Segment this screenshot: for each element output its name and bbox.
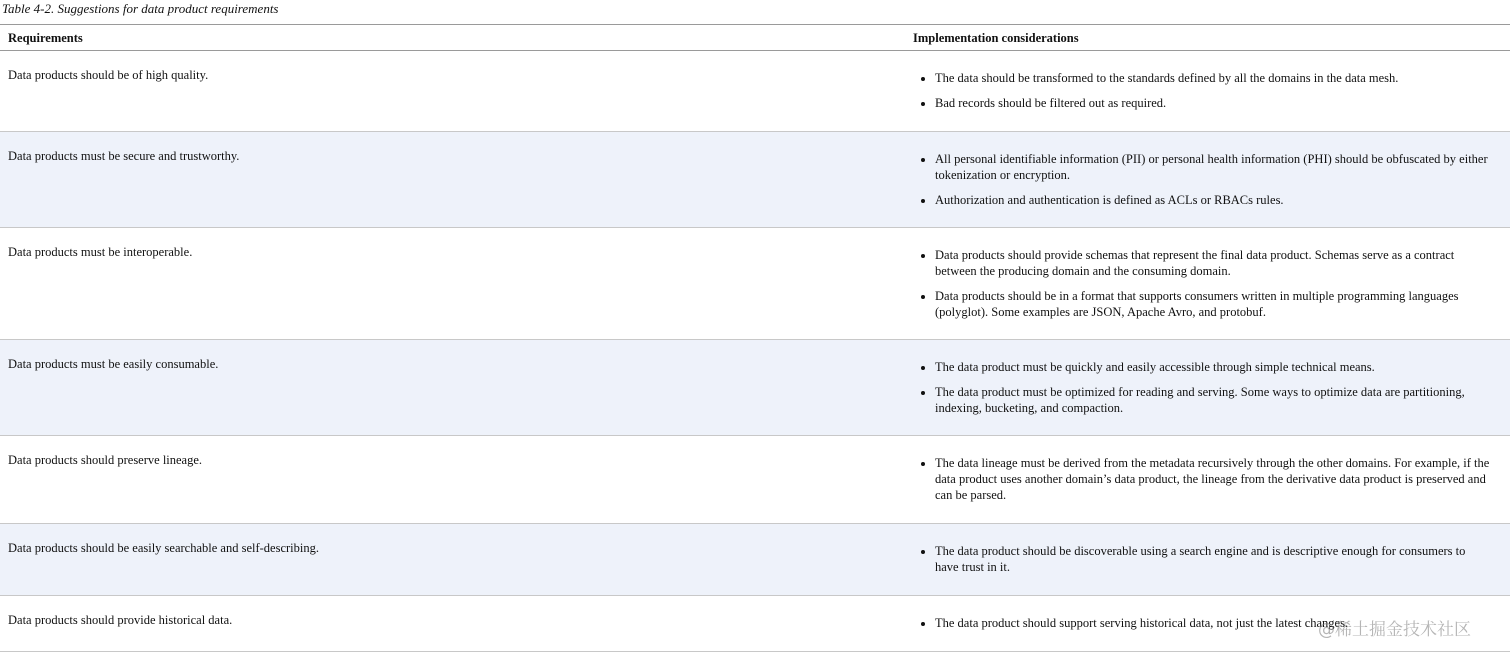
table-row (0, 132, 1510, 228)
table-body (0, 51, 1510, 652)
considerations-cell (905, 132, 1510, 228)
considerations-list (905, 51, 1510, 111)
table-row (0, 228, 1510, 340)
requirement-cell (0, 340, 905, 436)
table-row (0, 524, 1510, 596)
considerations-list (905, 436, 1510, 503)
list-item: • All personal identifiable information (PII) or personal health information (PHI) should be obfuscated by either tokenization or encryption. (935, 151, 1490, 183)
requirement-cell (0, 596, 905, 652)
table-caption: Table 4-2. Suggestions for data product requirements (2, 1, 279, 16)
requirement-text: Data products must be easily consumable. (8, 357, 219, 371)
header-requirements: Requirements (0, 25, 905, 51)
requirement-text: Data products must be secure and trustworthy. (8, 149, 240, 163)
considerations-cell (905, 340, 1510, 436)
requirement-cell (0, 436, 905, 524)
list-item: • Bad records should be filtered out as required. (935, 95, 1490, 111)
list-item: • Data products should be in a format that supports consumers written in multiple programming languages (polyglot). Some examples are JSON, Apache Avro, and protobuf. (935, 288, 1490, 320)
list-item: • The data product must be optimized for reading and serving. Some ways to optimize data are partitioning, indexing, bucketing, and compaction. (935, 384, 1490, 416)
requirement-text: Data products should preserve lineage. (8, 453, 203, 467)
considerations-list (905, 132, 1510, 208)
table-header (0, 25, 1510, 51)
header-row (0, 25, 1510, 51)
considerations-list (905, 228, 1510, 320)
requirement-cell (0, 132, 905, 228)
list-item: • The data product should support serving historical data, not just the latest changes. (935, 615, 1490, 631)
table-row (0, 340, 1510, 436)
table-row (0, 436, 1510, 524)
requirement-cell (0, 51, 905, 132)
requirement-cell (0, 524, 905, 596)
list-item: • Authorization and authentication is defined as ACLs or RBACs rules. (935, 192, 1490, 208)
list-item: • The data lineage must be derived from the metadata recursively through the other domains. For example, if the data product uses another domain’s data product, the lineage from the derivative data product is preserved and can be parsed. (935, 455, 1490, 503)
considerations-cell (905, 436, 1510, 524)
list-item: • The data product should be discoverable using a search engine and is descriptive enough for consumers to have trust in it. (935, 543, 1490, 575)
list-item: • The data product must be quickly and easily accessible through simple technical means. (935, 359, 1490, 375)
considerations-cell (905, 524, 1510, 596)
requirement-text: Data products should be easily searchable and self-describing. (8, 541, 320, 555)
considerations-cell (905, 51, 1510, 132)
requirement-text: Data products should be of high quality. (8, 68, 209, 82)
requirement-text: Data products must be interoperable. (8, 245, 193, 259)
table-row (0, 51, 1510, 132)
requirement-text: Data products should provide historical data. (8, 613, 233, 627)
header-implementation-considerations: Implementation considerations (905, 25, 1510, 51)
requirement-cell (0, 228, 905, 340)
considerations-list (905, 524, 1510, 575)
table-row (0, 596, 1510, 652)
considerations-cell (905, 228, 1510, 340)
considerations-list (905, 340, 1510, 416)
watermark-label: @稀土掘金技术社区 (1318, 620, 1471, 640)
list-item: • The data should be transformed to the standards defined by all the domains in the data mesh. (935, 70, 1490, 86)
requirements-table (0, 24, 1510, 652)
list-item: • Data products should provide schemas that represent the final data product. Schemas serve as a contract between the producing domain and the consuming domain. (935, 247, 1490, 279)
